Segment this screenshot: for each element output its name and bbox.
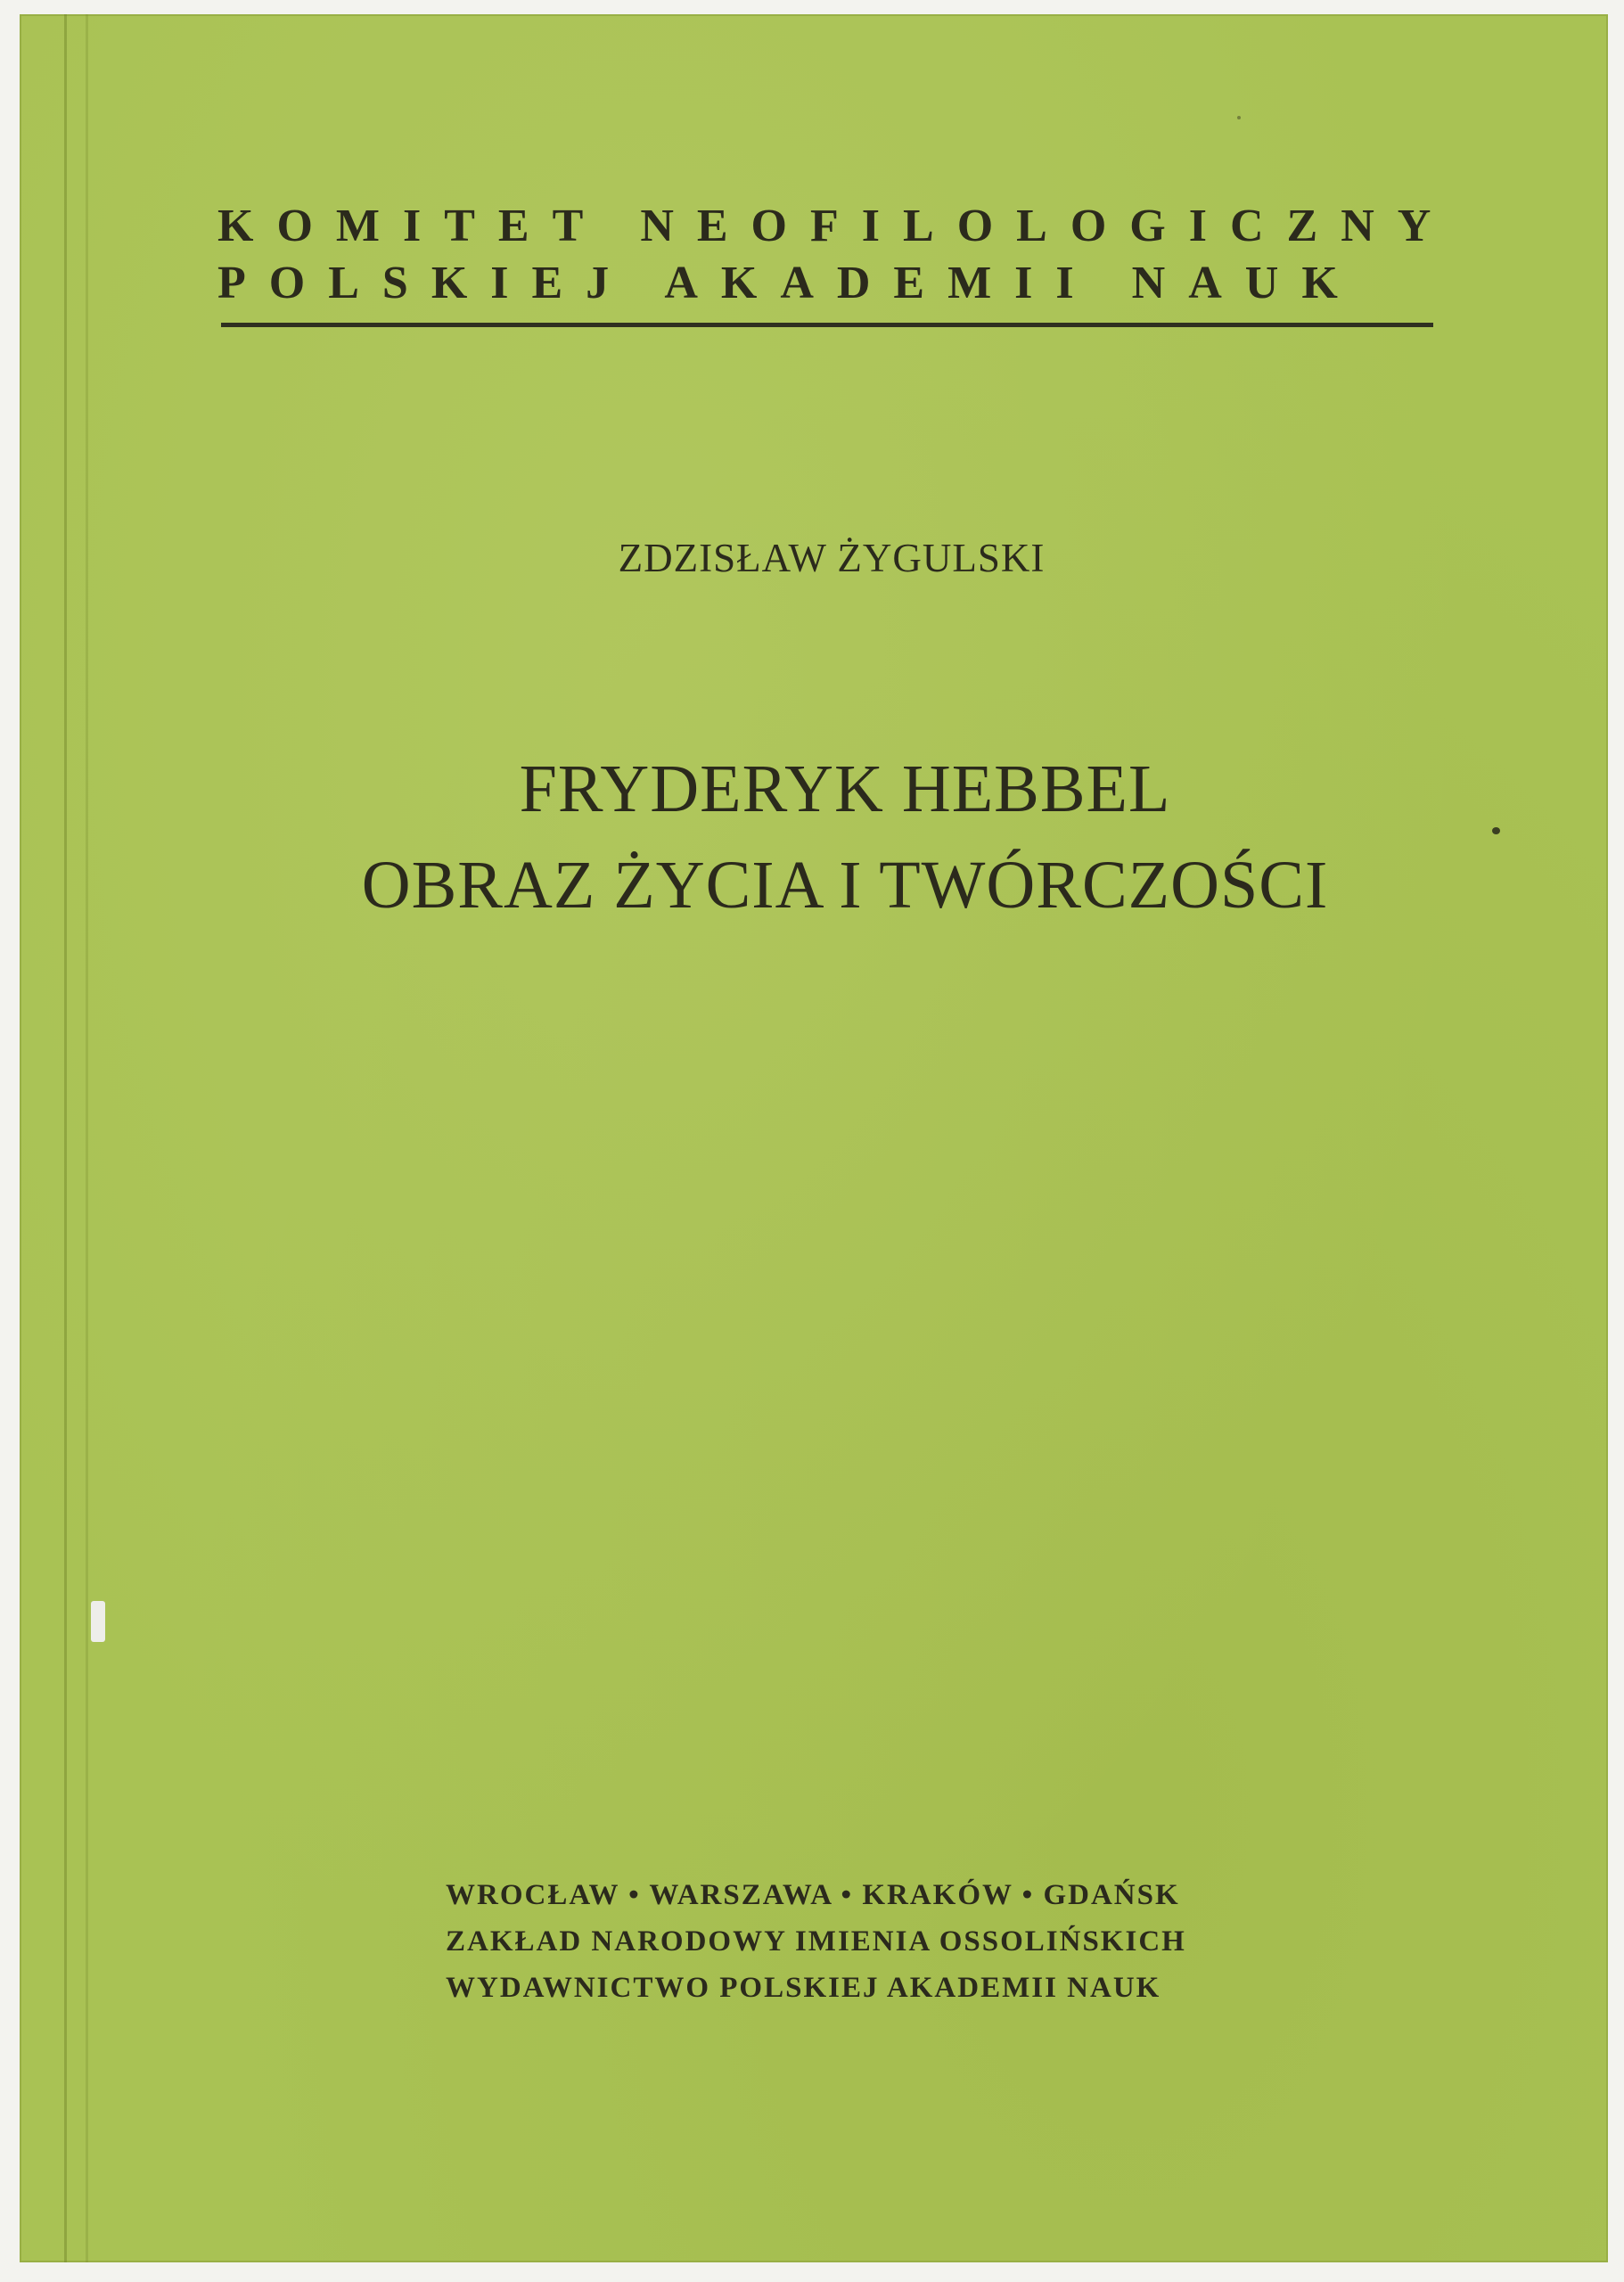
author-name: ZDZISŁAW ŻYGULSKI [618,536,1046,580]
paper-speck [1237,116,1241,119]
paper-speck [1492,827,1500,834]
publisher-cities: WROCŁAW • WARSZAWA • KRAKÓW • GDAŃSK [446,1879,1180,1911]
paper-tear [91,1601,105,1642]
committee-line-1: KOMITET NEOFILOLOGICZNY [217,201,1455,251]
committee-line-2: POLSKIEJ AKADEMII NAUK [217,258,1361,308]
book-title-line-1: FRYDERYK HEBBEL [519,751,1171,826]
publisher-name: ZAKŁAD NARODOWY IMIENIA OSSOLIŃSKICH [446,1925,1186,1958]
header-rule [221,323,1433,327]
book-cover [20,14,1608,2262]
spine-crease [64,14,67,2262]
book-title-line-2: OBRAZ ŻYCIA I TWÓRCZOŚCI [361,848,1329,923]
publisher-imprint: WYDAWNICTWO POLSKIEJ AKADEMII NAUK [446,1972,1161,2004]
spine-crease-inner [86,14,88,2262]
